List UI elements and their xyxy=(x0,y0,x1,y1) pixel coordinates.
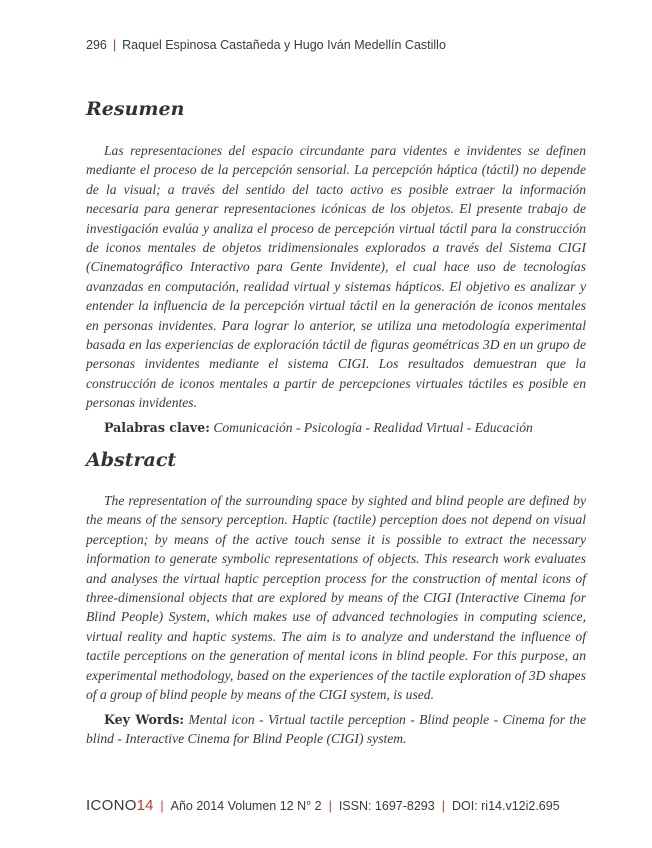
journal-brand-number: 14 xyxy=(136,797,154,814)
page-number: 296 xyxy=(86,38,107,52)
doi: DOI: ri14.v12i2.695 xyxy=(451,799,560,813)
running-header xyxy=(86,38,446,52)
footer-separator: | xyxy=(160,799,164,813)
issn: ISSN: 1697-8293 xyxy=(338,799,435,813)
resumen-keywords-list: Comunicación - Psicología - Realidad Virtual - Educación xyxy=(213,420,533,435)
resumen-heading: Resumen xyxy=(86,98,185,120)
authors: Raquel Espinosa Castañeda y Hugo Iván Medellín Castillo xyxy=(122,38,446,52)
header-separator: | xyxy=(112,38,117,52)
resumen-keywords xyxy=(86,418,586,437)
issue-info: Año 2014 Volumen 12 N° 2 xyxy=(170,799,322,813)
abstract-keywords xyxy=(86,710,586,749)
abstract-keywords-list: Mental icon - Virtual tactile perception - Blind people - Cinema for the blind - Interactive Cinema for Blind People (CIGI) system. xyxy=(86,712,586,747)
resumen-paragraph: Las representaciones del espacio circundante para videntes e invidentes se definen mediante el proceso de la percepción sensorial. La percepción háptica (táctil) no depende de la visual; a través del sentido del tacto activo es posible extraer la información necesaria para generar representaciones icónicas de los objetos. El presente trabajo de investigación evalúa y analiza el proceso de percepción virtual táctil para la construcción de iconos mentales de objetos tridimensionales explorados a través del Sistema CIGI (Cinematográfico Interactivo para Gente Invidente), el cual hace uso de tecnologías avanzadas en computación, realidad virtual y sistemas hápticos. El objetivo es analizar y entender la influencia de la percepción virtual táctil en la generación de iconos mentales en personas invidentes. Para lograr lo anterior, se utiliza una metodología experimental basada en las experiencias de exploración táctil de figuras geométricas 3D en un grupo de personas invidentes mediante el sistema CIGI. Los resultados demuestran que la construcción de iconos mentales a partir de percepciones virtuales táctiles es posible en personas invidentes. xyxy=(86,143,586,411)
journal-brand: ICONO xyxy=(86,797,137,814)
abstract-keywords-label: Key Words: xyxy=(104,712,185,727)
page-footer xyxy=(86,797,560,814)
footer-separator: | xyxy=(441,799,445,813)
abstract-heading: Abstract xyxy=(86,449,177,471)
abstract-paragraph: The representation of the surrounding space by sighted and blind people are defined by the means of the sensory perception. Haptic (tactile) perception does not depend on visual perception; by means of the active touch sense it is possible to extract the necessary information to generate symbolic representations of objects. This research work evaluates and analyses the virtual haptic perception process for the construction of mental icons of three-dimensional objects that are explored by means of the CIGI (Interactive Cinema for Blind People) System, which makes use of advanced technologies in computing science, virtual reality and haptic systems. The aim is to analyze and understand the influence of tactile perceptions on the generation of mental icons in blind people. For this purpose, an experimental methodology, based on the experiences of the tactile exploration of 3D shapes of a group of blind people by means of the CIGI system, is used. xyxy=(86,493,586,703)
resumen-keywords-label: Palabras clave: xyxy=(104,420,210,435)
footer-separator: | xyxy=(328,799,332,813)
